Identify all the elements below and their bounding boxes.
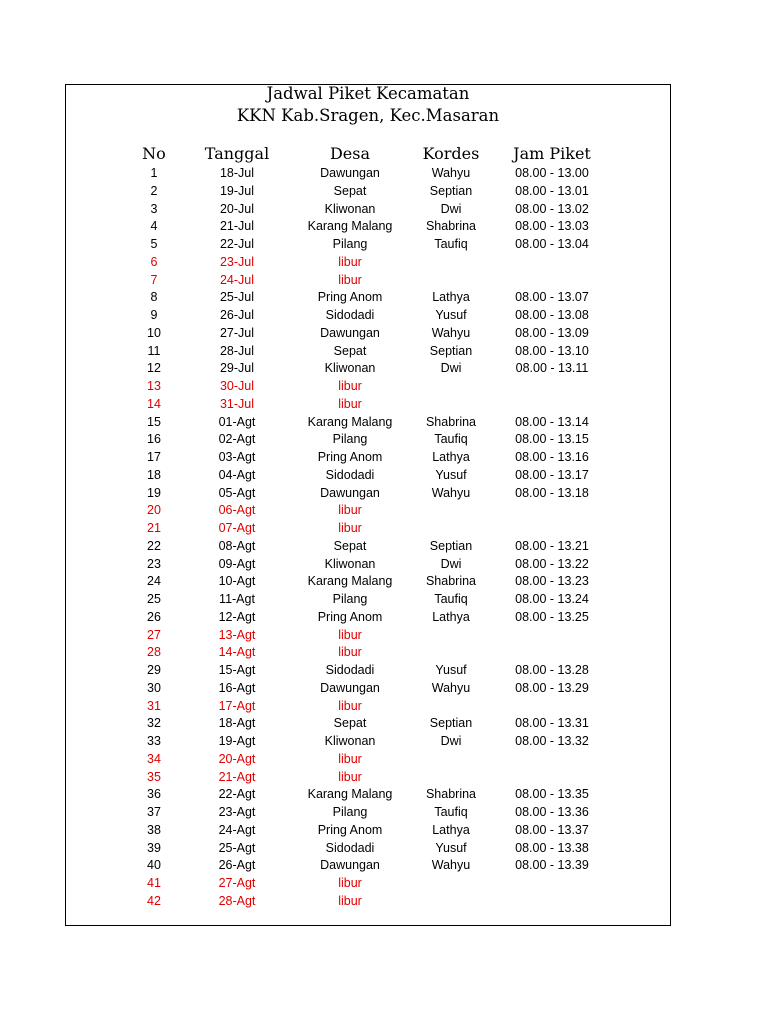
cell-desa: Sidodadi [325,663,375,677]
table-row [0,892,768,910]
cell-no: 13 [147,379,161,393]
cell-no: 14 [147,396,161,411]
cell-no: 6 [150,254,158,269]
cell-no: 8 [150,290,158,305]
table-row [0,714,768,732]
cell-no: 38 [147,822,161,837]
table-row [0,785,768,803]
cell-no: 4 [150,219,158,234]
cell-tanggal: 14-Agt [218,645,256,660]
table-row [0,519,768,537]
cell-desa: Pring Anom [317,822,383,837]
cell-jam-piket: 08.00 - 13.00 [515,166,589,180]
cell-desa: libur [338,645,362,660]
cell-tanggal: 01-Agt [218,414,256,429]
cell-kordes: Lathya [432,290,470,305]
cell-desa: Pilang [332,432,368,447]
cell-no: 21 [147,521,161,535]
cell-desa: Pilang [332,592,368,606]
table-row [0,430,768,448]
cell-tanggal: 31-Jul [219,396,255,411]
cell-desa: Dawungan [320,680,380,695]
cell-tanggal: 26-Jul [219,308,255,322]
cell-kordes: Shabrina [425,219,477,234]
cell-kordes: Taufiq [434,237,468,251]
cell-tanggal: 19-Agt [218,734,256,748]
cell-desa: libur [338,876,362,890]
cell-no: 29 [147,663,161,677]
table-row [0,874,768,892]
cell-desa: Pilang [332,805,368,819]
cell-tanggal: 27-Agt [218,876,256,890]
cell-jam-piket: 08.00 - 13.35 [515,787,589,802]
cell-kordes: Yusuf [435,663,467,677]
cell-kordes: Dwi [440,201,462,216]
cell-no: 23 [147,556,161,571]
cell-tanggal: 25-Agt [218,840,256,855]
cell-desa: libur [338,751,362,766]
table-row [0,288,768,306]
table-row [0,466,768,484]
cell-kordes: Dwi [440,556,462,571]
cell-tanggal: 21-Jul [219,219,255,234]
cell-kordes: Dwi [440,361,462,376]
cell-no: 20 [147,503,161,518]
cell-no: 17 [147,450,161,464]
table-row [0,661,768,679]
cell-desa: libur [338,698,362,713]
cell-desa: Kliwonan [324,361,376,376]
cell-tanggal: 13-Agt [218,627,256,642]
cell-kordes: Septian [429,343,473,358]
cell-no: 5 [150,237,158,251]
cell-tanggal: 05-Agt [218,485,256,500]
cell-jam-piket: 08.00 - 13.39 [515,858,589,873]
cell-desa: Karang Malang [307,414,393,429]
cell-kordes: Wahyu [431,325,471,340]
cell-no: 28 [147,645,161,660]
table-row [0,217,768,235]
table-row [0,271,768,289]
table-row [0,306,768,324]
cell-jam-piket: 08.00 - 13.04 [515,237,589,251]
cell-kordes: Shabrina [425,414,477,429]
table-row [0,768,768,786]
cell-tanggal: 15-Agt [218,663,256,677]
cell-no: 12 [147,361,161,376]
table-row [0,359,768,377]
cell-desa: Sidodadi [325,840,375,855]
cell-desa: Sidodadi [325,467,375,482]
table-row [0,537,768,555]
cell-desa: Pring Anom [317,609,383,624]
cell-no: 36 [147,787,161,802]
cell-tanggal: 28-Agt [218,893,256,908]
cell-no: 40 [147,858,161,873]
cell-desa: Karang Malang [307,787,393,802]
cell-desa: libur [338,379,362,393]
cell-no: 18 [147,467,161,482]
cell-desa: libur [338,503,362,518]
cell-no: 2 [150,183,158,198]
cell-kordes: Lathya [432,450,470,464]
table-row [0,626,768,644]
cell-desa: Sidodadi [325,308,375,322]
cell-desa: libur [338,893,362,908]
cell-kordes: Wahyu [431,166,471,180]
cell-desa: libur [338,396,362,411]
cell-kordes: Shabrina [425,787,477,802]
cell-tanggal: 08-Agt [218,538,256,553]
cell-tanggal: 04-Agt [218,467,256,482]
cell-jam-piket: 08.00 - 13.23 [515,574,589,589]
table-row [0,448,768,466]
cell-tanggal: 20-Jul [219,201,255,216]
cell-desa: Kliwonan [324,201,376,216]
cell-no: 10 [147,325,161,340]
cell-desa: libur [338,769,362,784]
cell-tanggal: 06-Agt [218,503,256,518]
cell-no: 37 [147,805,161,819]
cell-jam-piket: 08.00 - 13.31 [515,716,589,731]
cell-kordes: Shabrina [425,574,477,589]
cell-jam-piket: 08.00 - 13.16 [515,450,589,464]
cell-kordes: Taufiq [434,432,468,447]
cell-jam-piket: 08.00 - 13.24 [515,592,589,606]
cell-tanggal: 02-Agt [218,432,256,447]
cell-tanggal: 18-Agt [218,716,256,731]
table-row [0,253,768,271]
table-row [0,732,768,750]
cell-kordes: Wahyu [431,680,471,695]
cell-tanggal: 25-Jul [219,290,255,305]
cell-kordes: Septian [429,716,473,731]
cell-jam-piket: 08.00 - 13.07 [515,290,589,305]
cell-kordes: Yusuf [435,308,467,322]
table-row [0,484,768,502]
cell-tanggal: 20-Agt [218,751,256,766]
cell-kordes: Dwi [440,734,462,748]
cell-desa: libur [338,272,362,287]
cell-no: 32 [147,716,161,731]
table-row [0,839,768,857]
schedule-table-body [0,164,768,910]
cell-tanggal: 29-Jul [219,361,255,376]
cell-jam-piket: 08.00 - 13.10 [515,343,589,358]
cell-kordes: Taufiq [434,592,468,606]
cell-jam-piket: 08.00 - 13.02 [515,201,589,216]
cell-desa: Sepat [333,343,367,358]
cell-no: 34 [147,751,161,766]
table-row [0,750,768,768]
table-row [0,679,768,697]
cell-jam-piket: 08.00 - 13.14 [515,414,589,429]
cell-desa: Sepat [333,538,367,553]
cell-jam-piket: 08.00 - 13.22 [515,556,589,571]
cell-no: 30 [147,680,161,695]
cell-no: 35 [147,769,161,784]
cell-desa: Dawungan [320,325,380,340]
page-subtitle: KKN Kab.Sragen, Kec.Masaran [236,106,500,125]
cell-tanggal: 23-Jul [219,254,255,269]
cell-jam-piket: 08.00 - 13.11 [515,361,589,376]
cell-desa: Pring Anom [317,290,383,305]
cell-desa: libur [338,627,362,642]
cell-no: 11 [147,343,161,358]
cell-jam-piket: 08.00 - 13.01 [515,183,589,198]
table-row [0,182,768,200]
header-desa: Desa [329,144,371,163]
cell-tanggal: 12-Agt [218,609,256,624]
table-row [0,395,768,413]
header-jam-piket: Jam Piket [513,144,591,163]
cell-jam-piket: 08.00 - 13.21 [515,538,589,553]
cell-jam-piket: 08.00 - 13.18 [515,485,589,500]
cell-jam-piket: 08.00 - 13.15 [515,432,589,447]
cell-no: 22 [147,538,161,553]
cell-desa: Sepat [333,716,367,731]
cell-no: 16 [147,432,161,447]
cell-no: 27 [147,627,161,642]
cell-no: 3 [150,201,158,216]
table-row [0,164,768,182]
cell-desa: Karang Malang [307,219,393,234]
table-row [0,235,768,253]
cell-tanggal: 24-Jul [219,272,255,287]
cell-tanggal: 19-Jul [219,183,255,198]
table-row [0,643,768,661]
cell-no: 42 [147,893,161,908]
cell-kordes: Wahyu [431,485,471,500]
cell-no: 24 [147,574,161,589]
cell-kordes: Lathya [432,822,470,837]
table-row [0,697,768,715]
table-row [0,555,768,573]
cell-jam-piket: 08.00 - 13.37 [515,822,589,837]
cell-desa: Sepat [333,183,367,198]
cell-desa: Dawungan [320,166,380,180]
cell-no: 19 [147,485,161,500]
cell-no: 26 [147,609,161,624]
cell-kordes: Septian [429,183,473,198]
cell-jam-piket: 08.00 - 13.03 [515,219,589,234]
cell-desa: libur [338,254,362,269]
table-row [0,803,768,821]
cell-tanggal: 18-Jul [219,166,255,180]
cell-tanggal: 23-Agt [218,805,256,819]
cell-kordes: Lathya [432,609,470,624]
cell-jam-piket: 08.00 - 13.08 [515,308,589,322]
page-title: Jadwal Piket Kecamatan [266,84,470,103]
cell-desa: Kliwonan [324,734,376,748]
cell-desa: Karang Malang [307,574,393,589]
cell-no: 7 [150,272,158,287]
table-row [0,200,768,218]
cell-desa: Dawungan [320,858,380,873]
cell-no: 15 [147,414,161,429]
cell-tanggal: 30-Jul [219,379,255,393]
cell-tanggal: 07-Agt [218,521,256,535]
cell-no: 39 [147,840,161,855]
cell-no: 41 [147,876,161,890]
cell-tanggal: 16-Agt [218,680,256,695]
cell-no: 25 [147,592,161,606]
table-row [0,590,768,608]
cell-desa: Pilang [332,237,368,251]
table-row [0,856,768,874]
cell-tanggal: 27-Jul [219,325,255,340]
cell-tanggal: 28-Jul [219,343,255,358]
cell-tanggal: 24-Agt [218,822,256,837]
cell-tanggal: 22-Agt [218,787,256,802]
cell-jam-piket: 08.00 - 13.29 [515,680,589,695]
cell-jam-piket: 08.00 - 13.28 [515,663,589,677]
cell-desa: libur [338,521,362,535]
table-row [0,821,768,839]
cell-kordes: Septian [429,538,473,553]
header-tanggal: Tanggal [204,144,270,163]
table-row [0,608,768,626]
cell-kordes: Yusuf [435,467,467,482]
cell-tanggal: 03-Agt [218,450,256,464]
cell-desa: Kliwonan [324,556,376,571]
cell-jam-piket: 08.00 - 13.17 [515,467,589,482]
cell-tanggal: 26-Agt [218,858,256,873]
cell-jam-piket: 08.00 - 13.25 [515,609,589,624]
cell-tanggal: 10-Agt [218,574,256,589]
cell-tanggal: 11-Agt [219,592,255,606]
cell-jam-piket: 08.00 - 13.32 [515,734,589,748]
table-row [0,342,768,360]
cell-kordes: Taufiq [434,805,468,819]
cell-tanggal: 09-Agt [218,556,256,571]
cell-kordes: Wahyu [431,858,471,873]
cell-desa: Dawungan [320,485,380,500]
cell-no: 1 [150,166,158,180]
table-row [0,324,768,342]
table-row [0,413,768,431]
cell-no: 33 [147,734,161,748]
cell-tanggal: 21-Agt [218,769,256,784]
cell-no: 9 [150,308,158,322]
cell-kordes: Yusuf [435,840,467,855]
cell-jam-piket: 08.00 - 13.38 [515,840,589,855]
cell-tanggal: 22-Jul [219,237,255,251]
cell-desa: Pring Anom [317,450,383,464]
cell-jam-piket: 08.00 - 13.09 [515,325,589,340]
header-no: No [142,144,166,163]
table-row [0,572,768,590]
table-row [0,501,768,519]
cell-tanggal: 17-Agt [218,698,256,713]
header-kordes: Kordes [422,144,480,163]
cell-no: 31 [147,698,161,713]
cell-jam-piket: 08.00 - 13.36 [515,805,589,819]
table-row [0,377,768,395]
